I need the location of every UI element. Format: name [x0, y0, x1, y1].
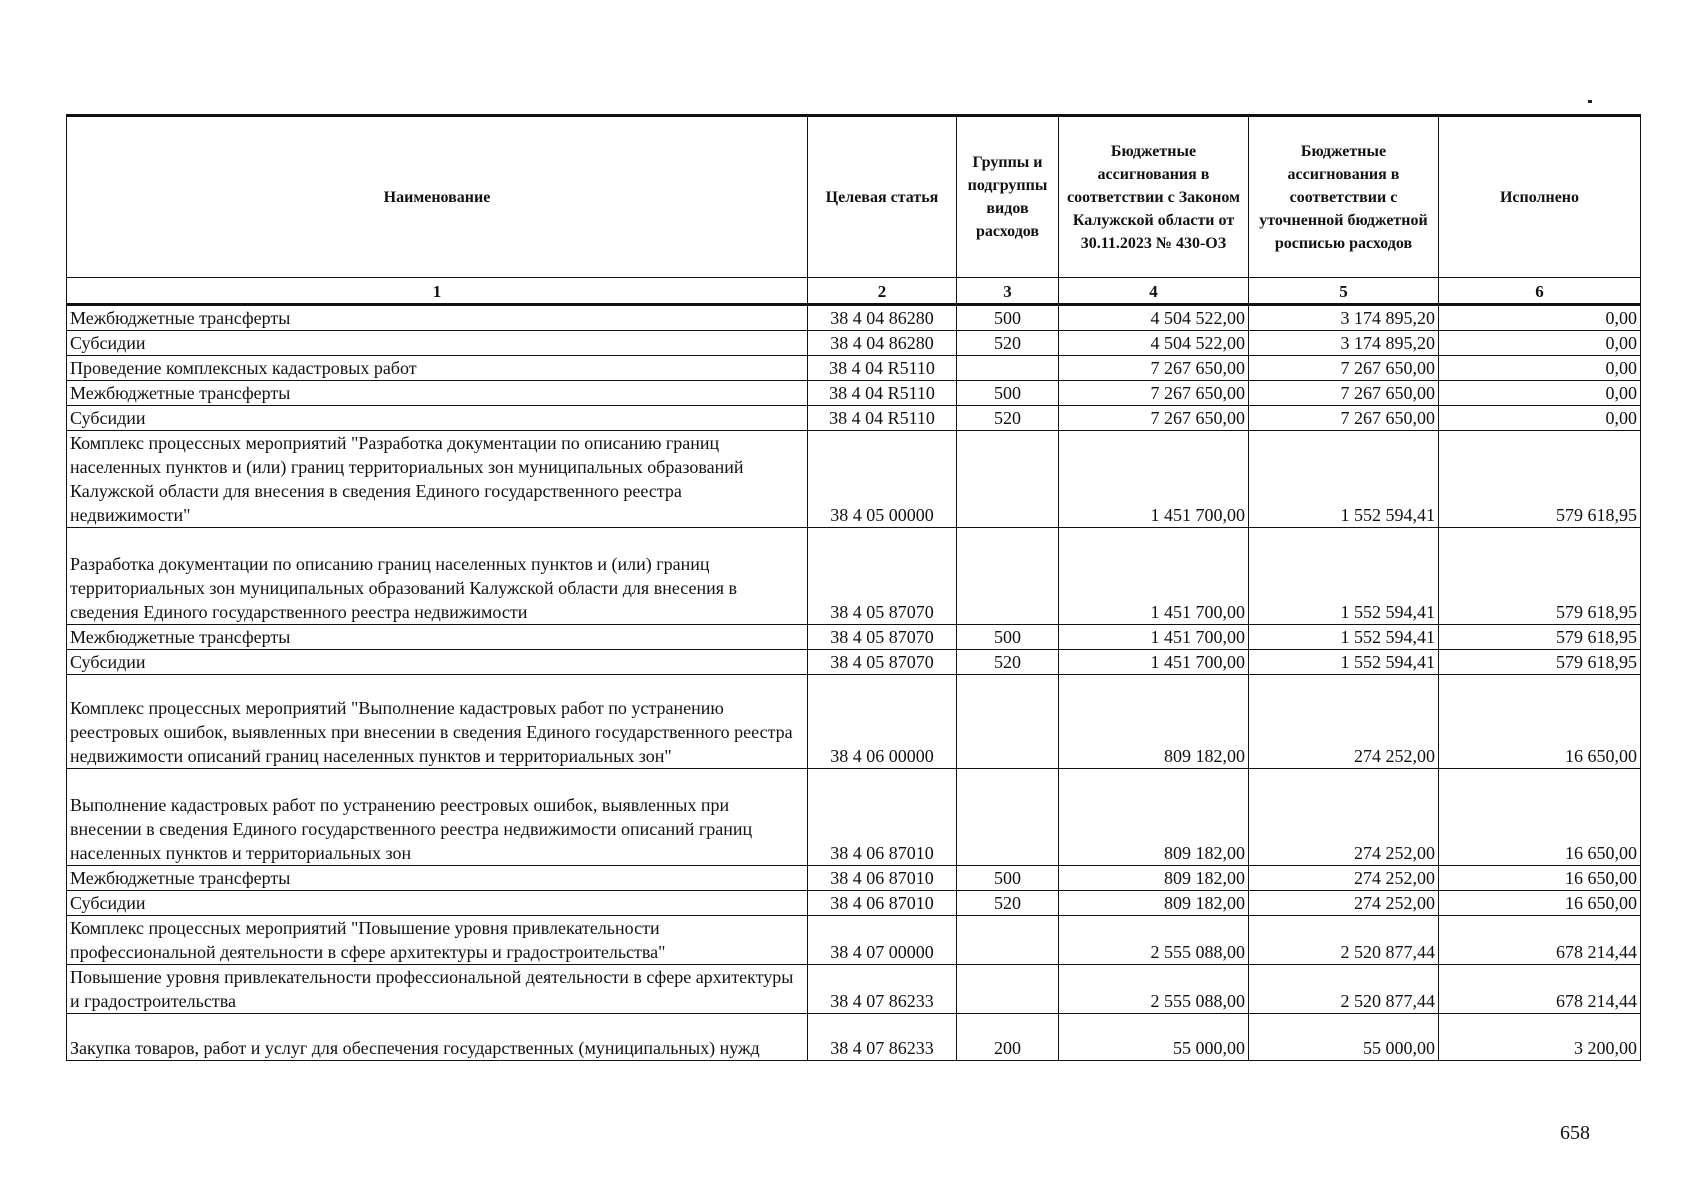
row-target-article: 38 4 05 87070 [808, 650, 957, 675]
table-row [67, 356, 1641, 381]
row-name: Комплекс процессных мероприятий "Повышение уровня привлекательности профессиональной деятельности в сфере архитектуры и градостроительства" [67, 916, 808, 965]
row-name: Межбюджетные трансферты [67, 381, 808, 406]
row-expense-group [957, 916, 1059, 965]
row-executed: 0,00 [1439, 406, 1641, 431]
table-row [67, 625, 1641, 650]
row-target-article: 38 4 07 86233 [808, 1014, 957, 1061]
row-executed: 0,00 [1439, 331, 1641, 356]
row-law-allocation: 4 504 522,00 [1059, 331, 1249, 356]
row-expense-group: 520 [957, 406, 1059, 431]
row-executed: 0,00 [1439, 356, 1641, 381]
header-name: Наименование [67, 116, 808, 278]
row-name: Субсидии [67, 650, 808, 675]
row-executed: 0,00 [1439, 381, 1641, 406]
row-expense-group: 500 [957, 866, 1059, 891]
column-number: 5 [1249, 278, 1439, 305]
row-executed: 579 618,95 [1439, 625, 1641, 650]
row-refined-allocation: 7 267 650,00 [1249, 406, 1439, 431]
row-law-allocation: 55 000,00 [1059, 1014, 1249, 1061]
row-expense-group [957, 431, 1059, 528]
row-name: Разработка документации по описанию границ населенных пунктов и (или) границ территориальных зон муниципальных образований Калужской области для внесения в сведения Единого государственного реестра недвижимости [67, 528, 808, 625]
row-target-article: 38 4 06 87010 [808, 891, 957, 916]
row-expense-group: 500 [957, 381, 1059, 406]
row-name: Комплекс процессных мероприятий "Разработка документации по описанию границ населенных пунктов и (или) границ территориальных зон муниципальных образований Калужской области для внесения в сведения Единого государственного реестра недвижимости" [67, 431, 808, 528]
table-row [67, 528, 1641, 625]
row-law-allocation: 809 182,00 [1059, 891, 1249, 916]
row-target-article: 38 4 07 00000 [808, 916, 957, 965]
row-law-allocation: 1 451 700,00 [1059, 528, 1249, 625]
row-target-article: 38 4 06 87010 [808, 769, 957, 866]
row-target-article: 38 4 06 87010 [808, 866, 957, 891]
table-row [67, 381, 1641, 406]
row-target-article: 38 4 04 R5110 [808, 356, 957, 381]
row-executed: 16 650,00 [1439, 891, 1641, 916]
column-number: 3 [957, 278, 1059, 305]
row-refined-allocation: 274 252,00 [1249, 675, 1439, 769]
row-executed: 16 650,00 [1439, 866, 1641, 891]
row-expense-group: 500 [957, 625, 1059, 650]
table-row [67, 916, 1641, 965]
row-name: Повышение уровня привлекательности профессиональной деятельности в сфере архитектуры и градостроительства [67, 965, 808, 1014]
row-executed: 0,00 [1439, 305, 1641, 331]
row-law-allocation: 7 267 650,00 [1059, 406, 1249, 431]
column-number: 1 [67, 278, 808, 305]
table-row [67, 406, 1641, 431]
row-expense-group [957, 965, 1059, 1014]
row-refined-allocation: 1 552 594,41 [1249, 528, 1439, 625]
budget-table [66, 114, 1641, 1061]
row-target-article: 38 4 05 87070 [808, 528, 957, 625]
row-target-article: 38 4 05 00000 [808, 431, 957, 528]
table-row [67, 965, 1641, 1014]
row-law-allocation: 809 182,00 [1059, 675, 1249, 769]
row-refined-allocation: 2 520 877,44 [1249, 965, 1439, 1014]
row-expense-group: 520 [957, 891, 1059, 916]
row-name: Субсидии [67, 891, 808, 916]
table-row [67, 891, 1641, 916]
column-number: 2 [808, 278, 957, 305]
row-refined-allocation: 274 252,00 [1249, 891, 1439, 916]
row-name: Проведение комплексных кадастровых работ [67, 356, 808, 381]
row-refined-allocation: 1 552 594,41 [1249, 625, 1439, 650]
row-refined-allocation: 274 252,00 [1249, 866, 1439, 891]
header-target-article: Целевая статья [808, 116, 957, 278]
row-name: Закупка товаров, работ и услуг для обеспечения государственных (муниципальных) нужд [67, 1014, 808, 1061]
row-expense-group [957, 769, 1059, 866]
table-row [67, 675, 1641, 769]
row-name: Межбюджетные трансферты [67, 625, 808, 650]
row-expense-group: 520 [957, 650, 1059, 675]
row-refined-allocation: 3 174 895,20 [1249, 331, 1439, 356]
column-number: 4 [1059, 278, 1249, 305]
table-row [67, 769, 1641, 866]
row-executed: 16 650,00 [1439, 675, 1641, 769]
row-law-allocation: 4 504 522,00 [1059, 305, 1249, 331]
row-target-article: 38 4 04 R5110 [808, 381, 957, 406]
row-target-article: 38 4 04 R5110 [808, 406, 957, 431]
header-expense-groups: Группы и подгруппы видов расходов [957, 116, 1059, 278]
row-target-article: 38 4 04 86280 [808, 331, 957, 356]
row-executed: 579 618,95 [1439, 528, 1641, 625]
table-row [67, 431, 1641, 528]
table-row [67, 866, 1641, 891]
column-number: 6 [1439, 278, 1641, 305]
row-target-article: 38 4 07 86233 [808, 965, 957, 1014]
table-row [67, 1014, 1641, 1061]
header-executed: Исполнено [1439, 116, 1641, 278]
row-expense-group [957, 675, 1059, 769]
row-name: Выполнение кадастровых работ по устранению реестровых ошибок, выявленных при внесении в сведения Единого государственного реестра недвижимости описаний границ населенных пунктов и территориальных зон [67, 769, 808, 866]
column-number-row [67, 278, 1641, 305]
row-name: Межбюджетные трансферты [67, 305, 808, 331]
row-refined-allocation: 2 520 877,44 [1249, 916, 1439, 965]
row-expense-group [957, 356, 1059, 381]
row-refined-allocation: 7 267 650,00 [1249, 381, 1439, 406]
row-refined-allocation: 3 174 895,20 [1249, 305, 1439, 331]
row-expense-group: 520 [957, 331, 1059, 356]
row-expense-group [957, 528, 1059, 625]
table-row [67, 650, 1641, 675]
row-name: Комплекс процессных мероприятий "Выполнение кадастровых работ по устранению реестровых ошибок, выявленных при внесении в сведения Единого государственного реестра недвижимости описаний границ населенных пунктов и территориальных зон" [67, 675, 808, 769]
row-executed: 678 214,44 [1439, 965, 1641, 1014]
row-target-article: 38 4 04 86280 [808, 305, 957, 331]
row-law-allocation: 7 267 650,00 [1059, 381, 1249, 406]
row-law-allocation: 1 451 700,00 [1059, 431, 1249, 528]
row-name: Межбюджетные трансферты [67, 866, 808, 891]
header-law-allocations: Бюджетные ассигнования в соответствии с Законом Калужской области от 30.11.2023 № 430-ОЗ [1059, 116, 1249, 278]
row-law-allocation: 809 182,00 [1059, 769, 1249, 866]
row-refined-allocation: 7 267 650,00 [1249, 356, 1439, 381]
row-name: Субсидии [67, 406, 808, 431]
row-executed: 579 618,95 [1439, 431, 1641, 528]
row-law-allocation: 2 555 088,00 [1059, 965, 1249, 1014]
row-refined-allocation: 1 552 594,41 [1249, 431, 1439, 528]
row-law-allocation: 7 267 650,00 [1059, 356, 1249, 381]
row-refined-allocation: 274 252,00 [1249, 769, 1439, 866]
row-expense-group: 200 [957, 1014, 1059, 1061]
row-law-allocation: 1 451 700,00 [1059, 650, 1249, 675]
row-target-article: 38 4 05 87070 [808, 625, 957, 650]
table-body [67, 305, 1641, 1061]
row-name: Субсидии [67, 331, 808, 356]
row-law-allocation: 809 182,00 [1059, 866, 1249, 891]
budget-table-sheet [66, 114, 1640, 1061]
row-target-article: 38 4 06 00000 [808, 675, 957, 769]
row-law-allocation: 1 451 700,00 [1059, 625, 1249, 650]
scan-speck [1588, 100, 1592, 103]
row-executed: 579 618,95 [1439, 650, 1641, 675]
table-row [67, 305, 1641, 331]
row-executed: 16 650,00 [1439, 769, 1641, 866]
row-refined-allocation: 1 552 594,41 [1249, 650, 1439, 675]
row-refined-allocation: 55 000,00 [1249, 1014, 1439, 1061]
header-refined-allocations: Бюджетные ассигнования в соответствии с уточненной бюджетной росписью расходов [1249, 116, 1439, 278]
table-row [67, 331, 1641, 356]
row-executed: 3 200,00 [1439, 1014, 1641, 1061]
page-number: 658 [1560, 1122, 1590, 1144]
row-executed: 678 214,44 [1439, 916, 1641, 965]
header-row [67, 116, 1641, 278]
row-law-allocation: 2 555 088,00 [1059, 916, 1249, 965]
row-expense-group: 500 [957, 305, 1059, 331]
